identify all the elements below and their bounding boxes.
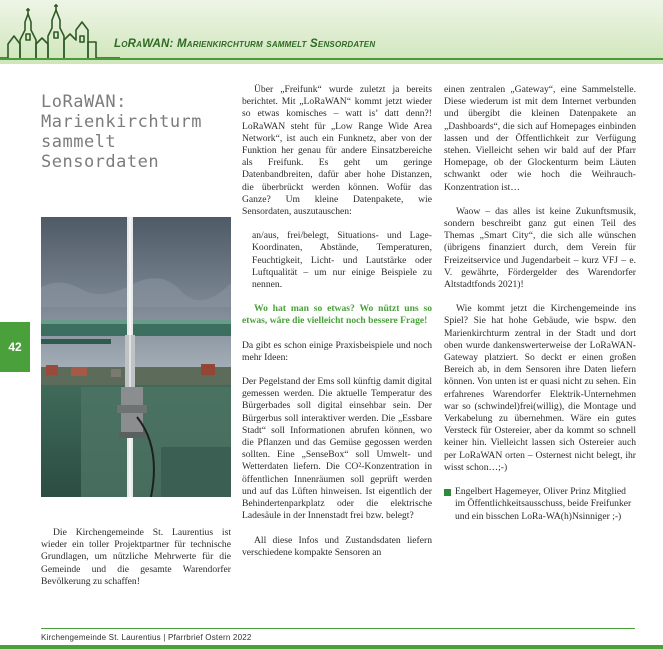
column-2 — [242, 84, 432, 571]
footer-text: Kirchengemeinde St. Laurentius | Pfarrbrief Ostern 2022 — [41, 633, 252, 642]
green-square-icon — [444, 489, 451, 496]
paragraph: Wie kommt jetzt die Kirchengemeinde ins Spiel? Sie hat hohe Gebäude, wie bspw. den Marienkirchturm zentral in der Stadt und dort oben wurde dankenswerterweise der LoRaWAN-Gateway platziert. So deckt er einen großen Bereich ab, in dem Sensoren ihre Daten liefern können. Von unten ist er quasi nicht zu sehen. Ein erfahrenes Warendorfer Elektrik-Unternehmen war so (schwindel)frei(willig), die Montage und Verkabelung zu übernehmen. Wäre ein gutes Versteck für Ostereier, aber da kommt so schnell keiner hin. Vielleicht lassen sich Ostereier auch per LoRaWAN orten – Osternest nicht belegt, ihr wisst schon…;-) — [444, 303, 636, 473]
page-number: 42 — [8, 340, 22, 354]
paragraph: Über „Freifunk“ wurde zuletzt ja bereits berichtet. Mit „LoRaWAN“ kommt jetzt wieder so etwas komisches – watt is’ datt denn?! LoRaWAN steht für „Low Range Wide Area Network“, ist auch ein Funknetz, aber von der Funktion her genau für andere Einsatzbereiche als Freifunk. Es geht um geringe Datenbandbreiten, dafür aber hohe Distanzen, die überbrückt werden können. Wofür das Ganze? Um kleine Datenpakete, wie Sensordaten, auszutauschen: — [242, 84, 432, 218]
church-skyline-icon — [0, 0, 120, 60]
column-1 — [41, 527, 231, 600]
column-3 — [444, 84, 636, 523]
antenna-on-tower-photo — [41, 217, 231, 497]
paragraph: All diese Infos und Zustandsdaten liefern verschiedene kompakte Sensoren an — [242, 534, 432, 558]
header-band — [0, 0, 663, 64]
article-title: LoRaWAN: Marienkirchturm sammelt Sensordaten — [41, 92, 203, 172]
header-rule — [0, 58, 663, 60]
footer-bar — [0, 645, 663, 649]
author-block — [444, 486, 636, 523]
highlight-question: Wo hat man so etwas? Wo nützt uns so etwas, wäre die vielleicht noch bessere Frage! — [242, 303, 432, 327]
intro-paragraph: Die Kirchengemeinde St. Laurentius ist wieder ein toller Projektpartner für technische Grundlagen, um nützliche Mehrwerte für die Gemeinde und die gesamte Warendorfer Bevölkerung zu schaffen! — [41, 527, 231, 587]
antenna-photo — [41, 217, 231, 497]
paragraph: Waow – das alles ist keine Zukunftsmusik, sondern beschreibt ganz gut einen Teil des Themas „Smart City“, die sich alle wünschen (übrigens finanziert durch, dem Verein für Freizeitservice und Jugendarbeit – kurz VFJ – e. V. gewährte, Fördergelder des Warendorfer Altstadtfonds 2021)! — [444, 205, 636, 291]
paragraph: Der Pegelstand der Ems soll künftig damit digital gemessen werden. Die aktuelle Temperatur des Bürgerbades soll digital einsehbar sein. Der Bürgerbus soll interaktiver werden. Die „Essbare Stadt“ soll Informationen abrufen können, wo die Pflanzen und das Gemüse gegossen werden sollten. Eine „SenseBox“ soll Umwelt- und Wetterdaten liefern. Die CO²-Konzentration in öffentlichen Innenräumen soll geprüft werden und auf das Lüften hinweisen. Ist eigentlich der Behindertenparkplatz oder die elektrische Ladesäule in der Innenstadt frei bzw. belegt? — [242, 376, 432, 522]
page-number-tab — [0, 322, 30, 372]
header-title: LoRaWAN: Marienkirchturm sammelt Sensordaten — [114, 38, 376, 50]
author-text: Engelbert Hagemeyer, Oliver Prinz Mitglied im Öffentlichkeitsausschuss, beide Freifunker und ein bisschen LoRa-WA(h)Nsinniger ;-) — [455, 486, 632, 522]
paragraph: einen zentralen „Gateway“, eine Sammelstelle. Diese wiederum ist mit dem Internet verbunden und übergibt die kleinen Datenpakete an „Dashboards“, die sich auf Homepages einbinden lassen und der Öffentlichkeit zur Verfügung stehen. Vielleicht sehen wir bald auf der Pfarr Homepage, ob der Glockenturm beim Läuten schwankt oder wie hoch die Weihrauch-Konzentration ist… — [444, 84, 636, 193]
footer-rule — [41, 628, 635, 629]
sensor-examples: an/aus, frei/belegt, Situations- und Lage-Koordinaten, Abstände, Temperaturen, Feuchtigkeit, Licht- und Lautstärke oder Luftqualität – um nur einige Beispiele zu nennen. — [252, 230, 432, 291]
paragraph: Da gibt es schon einige Praxisbeispiele und noch mehr Ideen: — [242, 339, 432, 363]
